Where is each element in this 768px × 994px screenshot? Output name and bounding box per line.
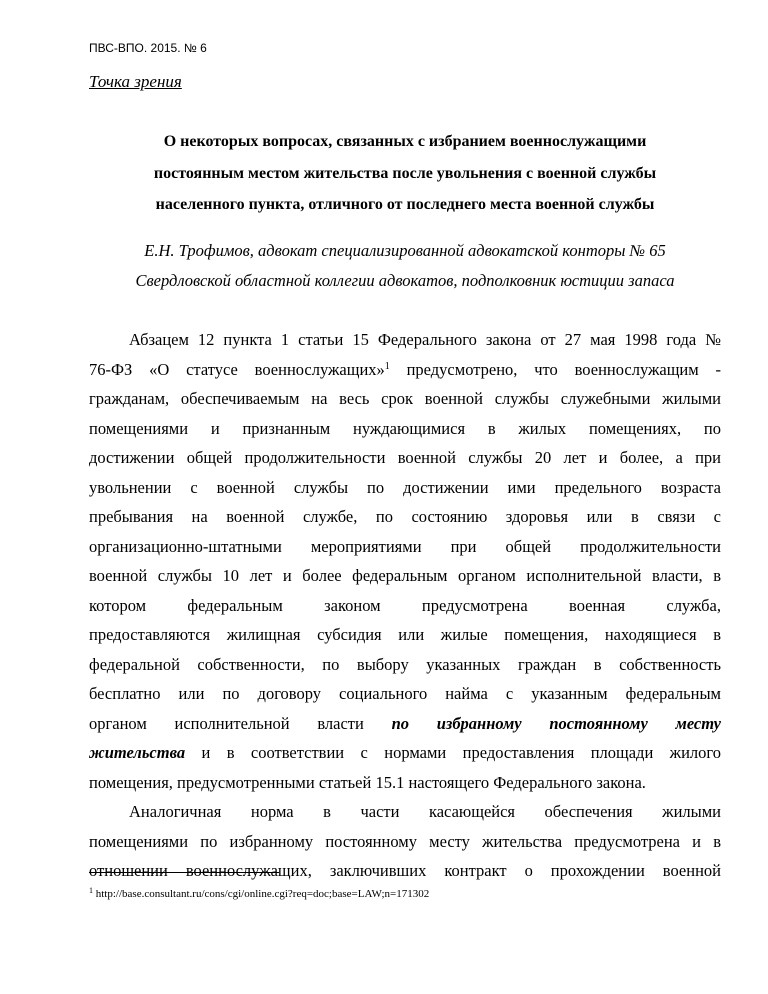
body-line: отношении военнослужащих, заключивших контракт о прохождении военной — [89, 861, 721, 880]
body-line: гражданам, обеспечиваемым на весь срок военной службы служебными жилыми — [89, 389, 721, 408]
body-line: предоставляются жилищная субсидия или жилые помещения, находящиеся в — [89, 625, 721, 644]
body-line: Аналогичная норма в части касающейся обеспечения жилыми — [129, 802, 721, 821]
rubric-heading: Точка зрения — [89, 72, 182, 91]
body-line — [89, 355, 721, 385]
body-line: помещения, предусмотренными статьей 15.1 настоящего Федерального закона. — [89, 772, 646, 792]
title-line: О некоторых вопросах, связанных с избранием военнослужащими — [163, 133, 647, 150]
body-line: Абзацем 12 пункта 1 статьи 15 Федерального закона от 27 мая 1998 года № — [129, 330, 721, 349]
body-text: предусмотрено, что военнослужащим - — [389, 359, 721, 379]
body-line: увольнении с военной службы по достижении ими предельного возраста — [89, 477, 721, 497]
body-line: организационно-штатными мероприятиями при общей продолжительности — [89, 536, 721, 556]
footnote-marker: 1 — [89, 886, 93, 895]
article-title — [89, 126, 721, 221]
body-line: котором федеральным законом предусмотрена военная служба, — [89, 595, 721, 615]
author-line: Свердловской областной коллегии адвокатов, подполковник юстиции запаса — [135, 271, 675, 290]
article-body — [89, 325, 721, 886]
footnote-reference: 1 — [384, 360, 390, 372]
emphasized-text: жительства — [89, 743, 186, 762]
body-line — [89, 738, 721, 768]
footnote-separator — [89, 872, 279, 873]
body-line — [89, 709, 721, 739]
footnote-link[interactable]: http://base.consultant.ru/cons/cgi/online.cgi?req=doc;base=LAW;n=171302 — [93, 888, 430, 900]
body-line: помещениями и признанным нуждающимися в жилых помещениях, по — [89, 418, 721, 438]
body-text: и в соответствии с нормами предоставления площади жилого — [185, 743, 721, 762]
title-line: постоянным местом жительства после увольнения с военной службы — [153, 164, 657, 182]
body-line: федеральной собственности, по выбору указанных граждан в собственность — [89, 654, 721, 674]
footnote — [89, 888, 429, 900]
body-line: достижении общей продолжительности военной службы 20 лет и более, а при — [89, 448, 721, 467]
author-line: Е.Н. Трофимов, адвокат специализированной адвокатской конторы № 65 — [144, 241, 666, 260]
body-line: пребывания на военной службе, по состоянию здоровья или в связи с — [89, 507, 721, 526]
emphasized-text: по избранному постоянному месту — [391, 713, 721, 733]
body-line: военной службы 10 лет и более федеральным органом исполнительной власти, в — [89, 566, 721, 585]
body-text: органом исполнительной власти — [89, 713, 392, 733]
running-header: ПВС-ВПО. 2015. № 6 — [89, 41, 207, 55]
body-line: помещениями по избранному постоянному месту жительства предусмотрена и в — [89, 831, 721, 851]
title-line: населенного пункта, отличного от последнего места военной службы — [155, 196, 655, 213]
body-text: 76-ФЗ «О статусе военнослужащих» — [89, 359, 385, 379]
author-info — [89, 236, 721, 296]
body-line: бесплатно или по договору социального найма с указанным федеральным — [89, 684, 721, 703]
